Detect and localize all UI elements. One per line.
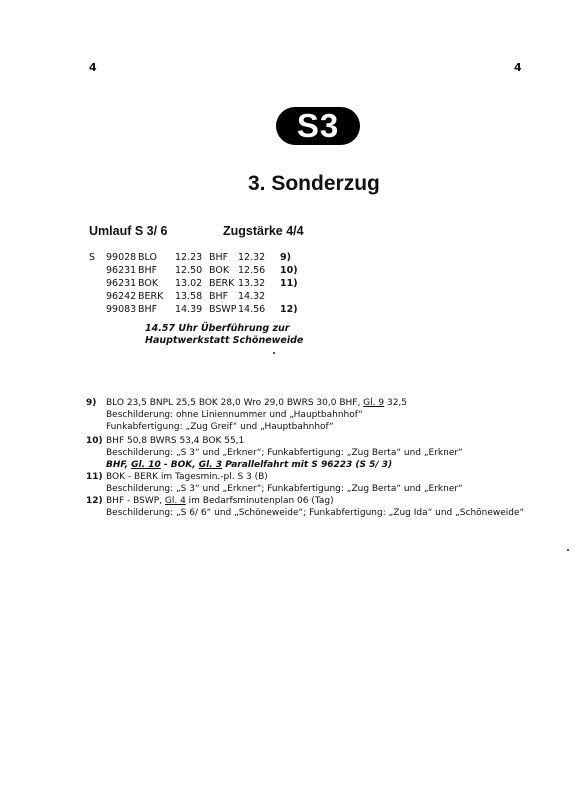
footnote-line: Beschilderung: „S 6/ 6“ und „Schöneweide“; Funkabfertigung: „Zug Ida“ und „Schöneweide“ [106, 508, 525, 518]
table-row [89, 303, 302, 316]
footnote-ref [280, 290, 302, 303]
arrival-time: 14.56 [238, 304, 266, 315]
train-type [89, 303, 106, 316]
footnote-ref: 12) [280, 304, 298, 315]
footnote-11 [86, 471, 566, 495]
page-number-left: 4 [89, 61, 97, 74]
footnote-line [106, 495, 566, 507]
footnote-line: Funkabfertigung: „Zug Greif“ und „Hauptbahnhof“ [106, 422, 334, 432]
arrival-time: 13.32 [238, 278, 266, 289]
ueberfuehrung-note [145, 323, 303, 347]
from-station: BERK [138, 291, 164, 302]
to-station: BOK [209, 265, 230, 276]
departure-time: 14.39 [175, 304, 203, 315]
footnote-text: im Bedarfsminutenplan 06 (Tag) [185, 496, 334, 506]
footnote-line [106, 459, 566, 471]
track-ref: Gl. 3 [198, 460, 223, 470]
ueberfuehrung-line-2: Hauptwerkstatt Schöneweide [145, 335, 304, 346]
to-station: BHF [209, 252, 229, 263]
departure-time: 13.58 [175, 291, 203, 302]
to-station: BHF [209, 291, 229, 302]
schedule-table [89, 251, 302, 316]
train-number: 96231 [106, 278, 137, 289]
from-station: BLO [138, 252, 157, 263]
from-station: BHF [138, 304, 158, 315]
from-station: BHF [138, 265, 158, 276]
from-station: BOK [138, 278, 159, 289]
ueberfuehrung-line-1: 14.57 Uhr Überführung zur [145, 323, 290, 334]
line-badge: S3 [276, 107, 360, 145]
footnote-text: BLO 23,5 BNPL 25,5 BOK 28,0 Wro 29,0 BWRS 30,0 BHF, [106, 398, 364, 408]
footnote-text: - BOK, [160, 460, 199, 470]
footnote-line [106, 397, 566, 409]
departure-time: 12.23 [175, 252, 203, 263]
departure-time: 13.02 [175, 278, 203, 289]
track-ref: Gl. 9 [363, 398, 385, 408]
footnote-number: 9) [86, 398, 97, 408]
footnotes [86, 397, 566, 519]
footnote-number: 11) [86, 472, 103, 482]
footnote-ref: 9) [280, 252, 291, 263]
train-number: 96242 [106, 291, 137, 302]
arrival-time: 12.32 [238, 252, 266, 263]
train-type [89, 264, 106, 277]
train-type [89, 277, 106, 290]
footnote-ref: 11) [280, 278, 298, 289]
footnote-text: 32,5 [384, 398, 408, 408]
to-station: BSWP [209, 304, 237, 315]
footnote-line: Beschilderung: „S 3“ und „Erkner“; Funkabfertigung: „Zug Berta“ und „Erkner“ [106, 448, 463, 458]
footnote-number: 10) [86, 436, 103, 446]
footnote-text: Parallelfahrt mit S 96223 (S 5/ 3) [222, 460, 393, 470]
footnote-text: BHF, [106, 460, 132, 470]
footnote-line: Beschilderung: „S 3“ und „Erkner“; Funkabfertigung: „Zug Berta“ und „Erkner“ [106, 484, 463, 494]
speck-mark [567, 549, 569, 551]
track-ref: Gl. 10 [131, 460, 161, 470]
train-type: S [89, 252, 96, 263]
track-ref: Gl. 4 [164, 496, 186, 506]
zugstaerke-heading: Zugstärke 4/4 [223, 224, 304, 238]
footnote-text: BHF - BSWP, [106, 496, 165, 506]
to-station: BERK [209, 278, 235, 289]
page-number-right: 4 [514, 61, 522, 74]
umlauf-heading: Umlauf S 3/ 6 [89, 224, 168, 238]
speck-mark [273, 352, 275, 354]
footnote-line: BHF 50,8 BWRS 53,4 BOK 55,1 [106, 436, 245, 446]
arrival-time: 12.56 [238, 265, 266, 276]
footnote-line: Beschilderung: ohne Liniennummer und „Hauptbahnhof“ [106, 410, 363, 420]
train-number: 99028 [106, 252, 137, 263]
train-type [89, 290, 106, 303]
table-row [89, 251, 302, 264]
table-row [89, 290, 302, 303]
train-number: 99083 [106, 304, 137, 315]
table-row [89, 264, 302, 277]
footnote-12 [86, 495, 566, 519]
page-title: 3. Sonderzug [248, 172, 380, 195]
departure-time: 12.50 [175, 265, 203, 276]
footnote-9 [86, 397, 566, 435]
footnote-ref: 10) [280, 265, 298, 276]
footnote-line: BOK - BERK im Tagesmin.-pl. S 3 (B) [106, 472, 268, 482]
arrival-time: 14.32 [238, 291, 266, 302]
footnote-10 [86, 435, 566, 471]
train-number: 96231 [106, 265, 137, 276]
table-row [89, 277, 302, 290]
footnote-number: 12) [86, 496, 103, 506]
